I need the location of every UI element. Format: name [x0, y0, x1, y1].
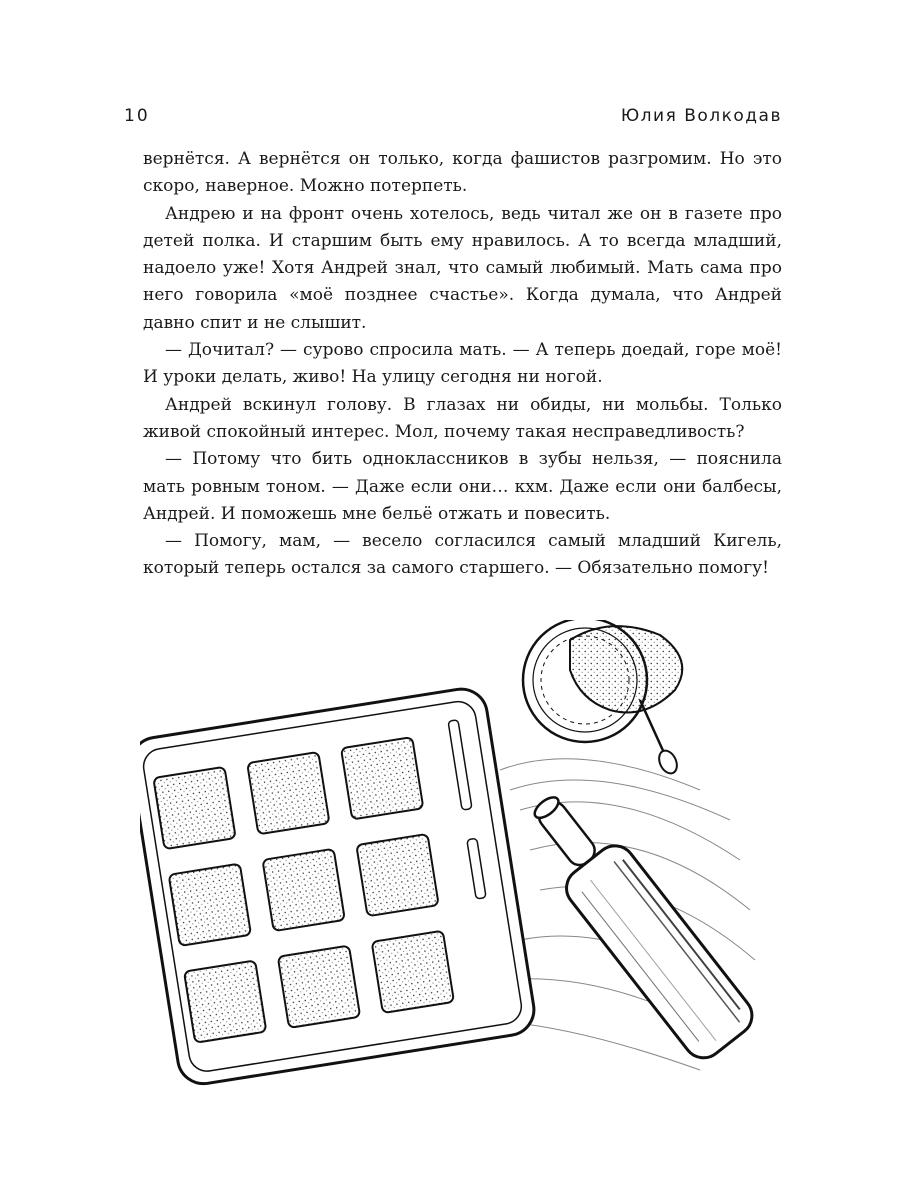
paragraph-2: Андрею и на фронт очень хотелось, ведь читал же он в газете про детей полка. И старшим быть ему нравилось. А то всегда младший, надоело уже! Хотя Андрей знал, что самый любимый. Мать сама про него говорила «моё позднее счастье». Когда думала, что Андрей давно спит и не слышит. — [143, 203, 782, 333]
baking-tray — [140, 685, 538, 1087]
rolling-pin — [512, 779, 760, 1066]
author-name: Юлия Волкодав — [620, 106, 782, 126]
paragraph-4: Андрей вскинул голову. В глазах ни обиды, ни мольбы. Только живой спокойный интерес. Мол, почему такая несправедливость? — [143, 394, 782, 442]
paragraph-6: — Помогу, мам, — весело согласился самый младший Кигель, который теперь остался за самого старшего. — Обязательно помогу! — [143, 531, 782, 579]
flour-bowl — [523, 620, 682, 776]
paragraph-1: вернётся. А вернётся он только, когда фашистов разгромим. Но это скоро, наверное. Можно потерпеть. — [143, 149, 782, 197]
running-head — [124, 106, 782, 136]
paragraph-3: — Дочитал? — сурово спросила мать. — А теперь доедай, горе моё! И уроки делать, живо! На улицу сегодня ни ногой. — [143, 340, 782, 388]
cookies — [153, 737, 454, 1043]
page-number: 10 — [124, 106, 150, 126]
paragraph-5: — Потому что бить одноклассников в зубы нельзя, — пояснила мать ровным тоном. — Даже если они… кхм. Даже если они балбесы, Андрей. И поможешь мне бельё отжать и повесить. — [143, 449, 782, 524]
body-text — [143, 146, 782, 583]
baking-illustration — [140, 620, 760, 1090]
